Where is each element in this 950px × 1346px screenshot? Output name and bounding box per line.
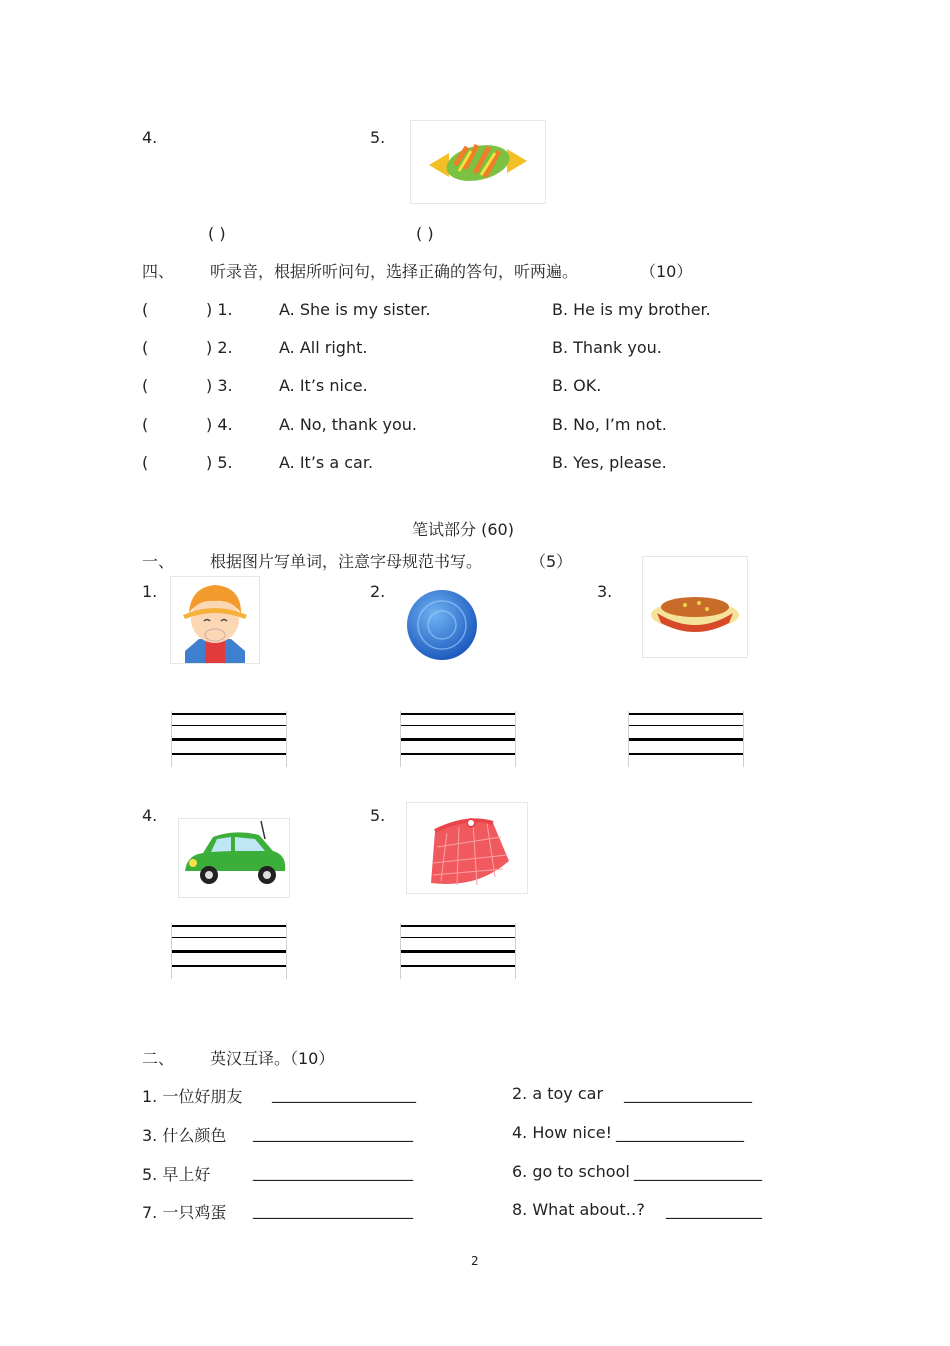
skirt-image [406,802,528,894]
answer-paren-4: ( ) [208,224,226,243]
section-2-instructions: 英汉互译。（10） [210,1049,335,1068]
translation-label: 6. go to school [512,1162,630,1181]
answer-blank[interactable]: ____________________ [253,1162,413,1181]
translation-label: 7. 一只鸡蛋 [142,1203,227,1222]
section-4-instructions: 听录音，根据所听问句，选择正确的答句，听两遍。 [210,262,579,281]
translation-label: 1. 一位好朋友 [142,1087,243,1106]
question-number: ) 1. [206,300,233,319]
candy-image [410,120,546,204]
answer-paren: ( [142,453,149,472]
answer-blank[interactable]: __________________ [272,1084,416,1103]
question-number: ) 5. [206,453,233,472]
option-a: A. It’s nice. [279,376,368,395]
option-b: B. No, I’m not. [552,415,667,434]
section-1-instructions: 根据图片写单词，注意字母规范书写。 [210,552,483,571]
section-1-number: 一、 [142,552,175,571]
writing-lines-4[interactable] [171,923,287,979]
section-2-number: 二、 [142,1049,175,1068]
page-number: 2 [471,1254,479,1268]
answer-blank[interactable]: ____________________ [253,1200,413,1219]
option-a: A. It’s a car. [279,453,374,472]
section-4-number: 四、 [142,262,175,281]
option-b: B. He is my brother. [552,300,711,319]
ball-image [404,586,480,664]
question-number: ) 2. [206,338,233,357]
option-b: B. Yes, please. [552,453,667,472]
picture-number-4: 4. [142,806,158,825]
answer-blank[interactable]: ____________________ [253,1123,413,1142]
answer-paren-5: ( ) [416,224,434,243]
writing-lines-3[interactable] [628,711,744,767]
question-number: ) 3. [206,376,233,395]
translation-label: 2. a toy car [512,1084,604,1103]
answer-blank[interactable]: ________________ [616,1123,744,1142]
answer-blank[interactable]: ________________ [634,1162,762,1181]
cake-image [642,556,748,658]
option-a: A. No, thank you. [279,415,417,434]
answer-paren: ( [142,300,149,319]
option-b: B. OK. [552,376,602,395]
section-4-score: （10） [640,262,693,281]
answer-blank[interactable]: ____________ [666,1200,762,1219]
translation-label: 5. 早上好 [142,1165,211,1184]
translation-label: 4. How nice! [512,1123,612,1142]
picture-number-2: 2. [370,582,386,601]
answer-paren: ( [142,376,149,395]
question-number: ) 4. [206,415,233,434]
writing-lines-2[interactable] [400,711,516,767]
option-a: A. She is my sister. [279,300,431,319]
boy-image [170,576,260,664]
writing-lines-1[interactable] [171,711,287,767]
writing-lines-5[interactable] [400,923,516,979]
answer-paren: ( [142,415,149,434]
written-part-title: 笔试部分 (60) [412,520,514,539]
car-image [178,818,290,898]
translation-label: 8. What about‥? [512,1200,645,1219]
picture-number-1: 1. [142,582,158,601]
picture-number-5: 5. [370,806,386,825]
item-4-number: 4. [142,128,158,147]
answer-paren: ( [142,338,149,357]
answer-blank[interactable]: ________________ [624,1084,752,1103]
translation-label: 3. 什么颜色 [142,1126,227,1145]
section-1-score: （5） [530,552,573,571]
option-b: B. Thank you. [552,338,662,357]
item-5-number: 5. [370,128,386,147]
picture-number-3: 3. [597,582,613,601]
option-a: A. All right. [279,338,368,357]
